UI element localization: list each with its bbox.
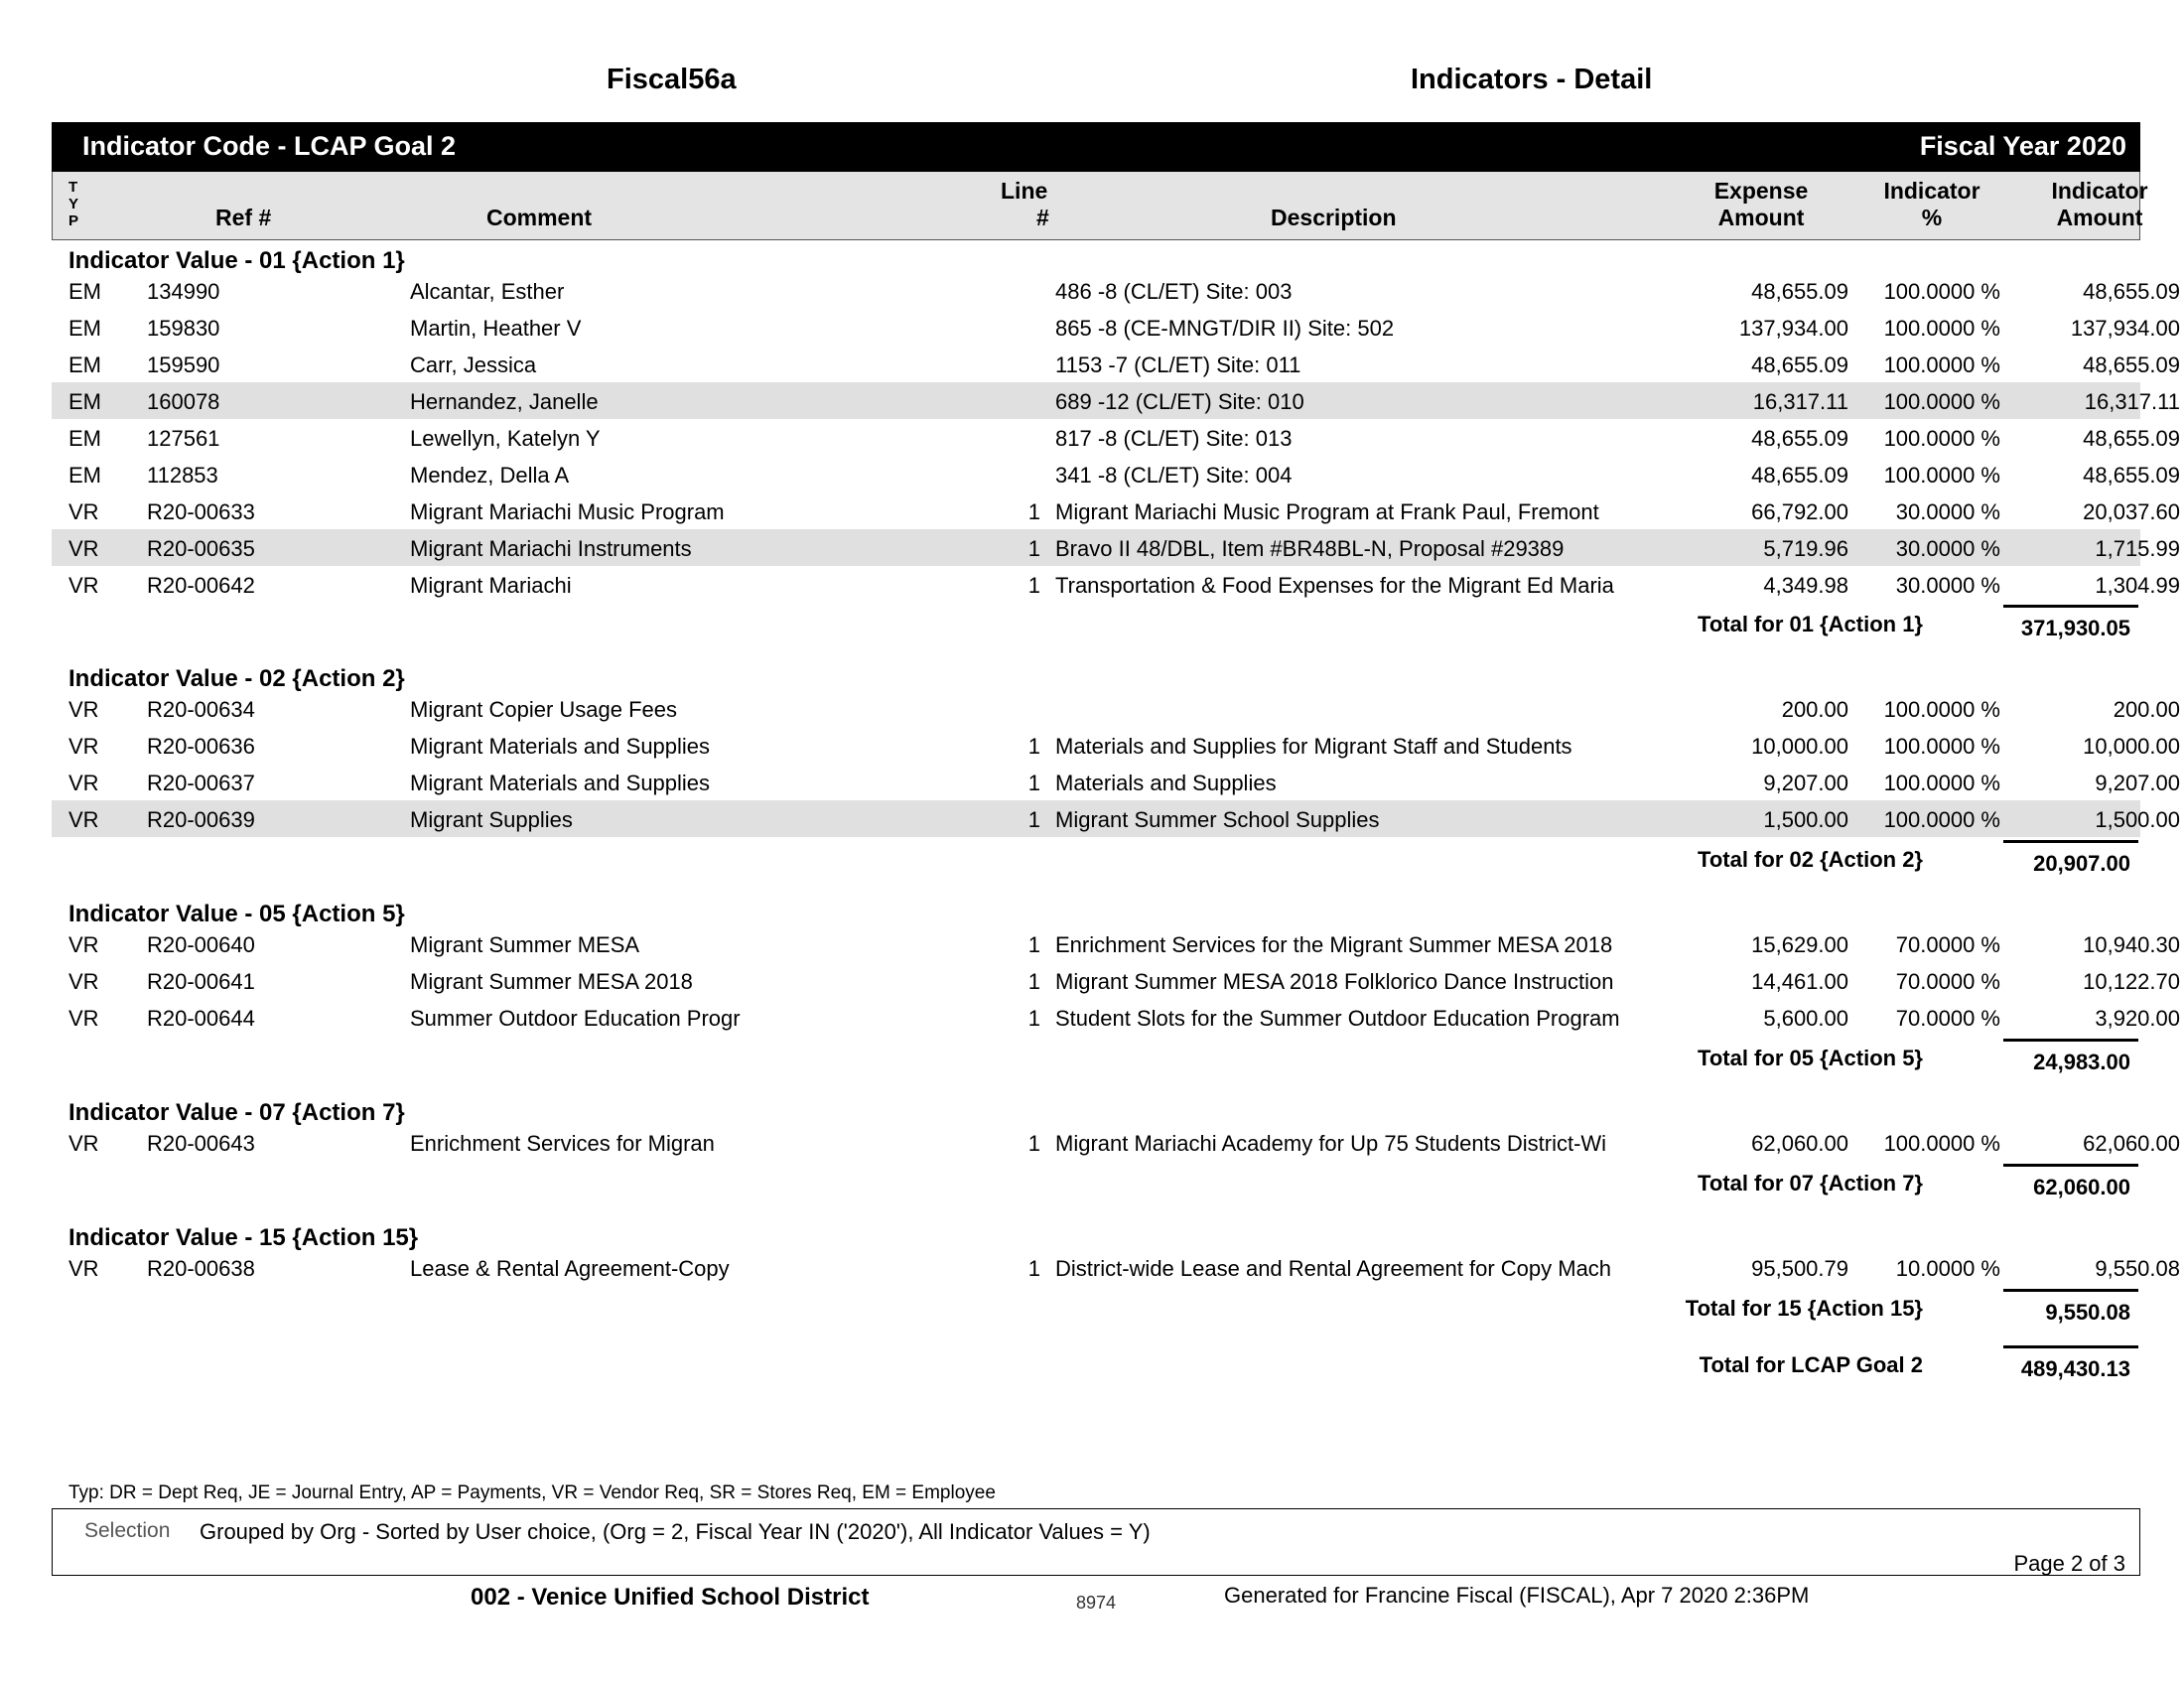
cell-pct: 100.0000 % bbox=[1883, 426, 2000, 451]
cell-pct: 100.0000 % bbox=[1883, 734, 2000, 759]
total-value: 24,983.00 bbox=[2033, 1050, 2130, 1074]
group-header: Indicator Value - 02 {Action 2} bbox=[68, 665, 405, 692]
cell-ref: R20-00643 bbox=[147, 1131, 255, 1156]
cell-comment: Alcantar, Esther bbox=[410, 279, 565, 304]
cell-ref: 160078 bbox=[147, 389, 220, 414]
cell-ref: R20-00644 bbox=[147, 1006, 255, 1031]
cell-line: 1 bbox=[1027, 807, 1040, 832]
cell-comment: Migrant Summer MESA bbox=[410, 932, 640, 957]
cell-amount: 20,037.60 bbox=[2083, 499, 2180, 524]
table-row bbox=[52, 382, 2180, 419]
column-header bbox=[52, 172, 2148, 240]
cell-line: 1 bbox=[1027, 1006, 1040, 1031]
col-ref: Ref # bbox=[215, 205, 272, 230]
cell-typ: EM bbox=[68, 316, 101, 341]
cell-amount: 10,122.70 bbox=[2083, 969, 2180, 994]
table-row bbox=[52, 309, 2180, 346]
cell-comment: Mendez, Della A bbox=[410, 463, 570, 488]
cell-typ: EM bbox=[68, 463, 101, 488]
cell-expense: 16,317.11 bbox=[1752, 389, 1848, 414]
cell-expense: 5,719.96 bbox=[1763, 536, 1848, 561]
cell-typ: EM bbox=[68, 389, 101, 414]
cell-line: 1 bbox=[1027, 499, 1040, 524]
cell-ref: 127561 bbox=[147, 426, 220, 451]
cell-comment: Migrant Materials and Supplies bbox=[410, 734, 711, 759]
selection-label: Selection bbox=[84, 1519, 171, 1542]
cell-comment: Migrant Summer MESA 2018 bbox=[410, 969, 693, 994]
grand-total-rule bbox=[2003, 1345, 2138, 1348]
cell-typ: VR bbox=[68, 1006, 99, 1031]
cell-comment: Migrant Materials and Supplies bbox=[410, 771, 711, 795]
cell-amount: 48,655.09 bbox=[2083, 352, 2180, 377]
cell-ref: R20-00641 bbox=[147, 969, 255, 994]
cell-amount: 62,060.00 bbox=[2083, 1131, 2180, 1156]
table-row bbox=[52, 346, 2180, 382]
cell-expense: 48,655.09 bbox=[1751, 279, 1848, 304]
cell-typ: VR bbox=[68, 734, 99, 759]
cell-typ: EM bbox=[68, 352, 101, 377]
col-typ-t: T bbox=[68, 179, 78, 196]
cell-amount: 200.00 bbox=[2113, 697, 2180, 722]
cell-comment: Migrant Supplies bbox=[410, 807, 573, 832]
cell-amount: 9,207.00 bbox=[2095, 771, 2180, 795]
col-pct: % bbox=[1921, 205, 1943, 230]
cell-expense: 62,060.00 bbox=[1751, 1131, 1848, 1156]
cell-expense: 9,207.00 bbox=[1763, 771, 1848, 795]
cell-typ: VR bbox=[68, 771, 99, 795]
col-expense-amount: Amount bbox=[1717, 205, 1805, 230]
cell-typ: VR bbox=[68, 573, 99, 598]
cell-pct: 100.0000 % bbox=[1883, 279, 2000, 304]
col-amount: Amount bbox=[2056, 205, 2143, 230]
cell-ref: R20-00636 bbox=[147, 734, 255, 759]
total-label: Total for 15 {Action 15} bbox=[1685, 1296, 1923, 1321]
cell-pct: 70.0000 % bbox=[1895, 969, 2000, 994]
cell-amount: 10,940.30 bbox=[2083, 932, 2180, 957]
cell-ref: R20-00639 bbox=[147, 807, 255, 832]
cell-expense: 48,655.09 bbox=[1751, 352, 1848, 377]
cell-pct: 30.0000 % bbox=[1895, 573, 2000, 598]
cell-typ: VR bbox=[68, 499, 99, 524]
cell-amount: 1,500.00 bbox=[2095, 807, 2180, 832]
cell-ref: R20-00635 bbox=[147, 536, 255, 561]
col-typ-y: Y bbox=[68, 196, 79, 212]
cell-description: District-wide Lease and Rental Agreement for Copy Mach bbox=[1055, 1256, 1612, 1281]
cell-comment: Lewellyn, Katelyn Y bbox=[410, 426, 601, 451]
cell-description: 486 -8 (CL/ET) Site: 003 bbox=[1055, 279, 1293, 304]
cell-ref: R20-00634 bbox=[147, 697, 255, 722]
cell-ref: 112853 bbox=[147, 463, 218, 488]
cell-pct: 100.0000 % bbox=[1883, 463, 2000, 488]
cell-description: 341 -8 (CL/ET) Site: 004 bbox=[1055, 463, 1293, 488]
cell-line: 1 bbox=[1027, 969, 1040, 994]
cell-amount: 48,655.09 bbox=[2083, 426, 2180, 451]
cell-expense: 14,461.00 bbox=[1751, 969, 1848, 994]
cell-comment: Carr, Jessica bbox=[410, 352, 537, 377]
page-number: Page 2 of 3 bbox=[2013, 1551, 2125, 1576]
document-number: 8974 bbox=[1076, 1593, 1117, 1613]
col-expense: Expense bbox=[1713, 178, 1809, 204]
cell-expense: 10,000.00 bbox=[1751, 734, 1848, 759]
cell-expense: 48,655.09 bbox=[1751, 426, 1848, 451]
cell-pct: 100.0000 % bbox=[1883, 697, 2000, 722]
cell-ref: R20-00642 bbox=[147, 573, 255, 598]
table-row bbox=[52, 999, 2180, 1036]
cell-comment: Migrant Copier Usage Fees bbox=[410, 697, 678, 722]
cell-pct: 100.0000 % bbox=[1883, 771, 2000, 795]
col-description: Description bbox=[1271, 205, 1397, 230]
cell-description: Transportation & Food Expenses for the Migrant Ed Maria bbox=[1055, 573, 1614, 598]
cell-pct: 30.0000 % bbox=[1895, 499, 2000, 524]
table-row bbox=[52, 764, 2180, 800]
cell-line: 1 bbox=[1027, 734, 1040, 759]
cell-line: 1 bbox=[1027, 573, 1040, 598]
total-rule bbox=[2003, 1164, 2138, 1167]
col-typ-p: P bbox=[68, 212, 79, 229]
cell-description: 1153 -7 (CL/ET) Site: 011 bbox=[1055, 352, 1301, 377]
total-rule bbox=[2003, 840, 2138, 843]
cell-description: Migrant Summer MESA 2018 Folklorico Dance Instruction bbox=[1055, 969, 1614, 994]
cell-pct: 70.0000 % bbox=[1895, 932, 2000, 957]
total-rule bbox=[2003, 1289, 2138, 1292]
cell-typ: VR bbox=[68, 807, 99, 832]
cell-ref: 159830 bbox=[147, 316, 220, 341]
cell-expense: 48,655.09 bbox=[1751, 463, 1848, 488]
cell-comment: Lease & Rental Agreement-Copy bbox=[410, 1256, 730, 1281]
cell-amount: 16,317.11 bbox=[2084, 389, 2180, 414]
total-label: Total for 07 {Action 7} bbox=[1698, 1171, 1923, 1196]
cell-expense: 137,934.00 bbox=[1738, 316, 1848, 341]
cell-description: Bravo II 48/DBL, Item #BR48BL-N, Proposal #29389 bbox=[1055, 536, 1565, 561]
table-row bbox=[52, 1124, 2180, 1161]
cell-ref: R20-00640 bbox=[147, 932, 255, 957]
table-row bbox=[52, 690, 2180, 727]
cell-pct: 100.0000 % bbox=[1883, 352, 2000, 377]
cell-comment: Migrant Mariachi Music Program bbox=[410, 499, 725, 524]
col-indicator-pct: Indicator bbox=[1883, 178, 1980, 204]
total-rule bbox=[2003, 605, 2138, 608]
cell-typ: VR bbox=[68, 969, 99, 994]
cell-description: Migrant Mariachi Music Program at Frank Paul, Fremont bbox=[1055, 499, 1599, 524]
table-row bbox=[52, 456, 2180, 492]
table-row bbox=[52, 925, 2180, 962]
group-header: Indicator Value - 05 {Action 5} bbox=[68, 901, 405, 927]
cell-comment: Hernandez, Janelle bbox=[410, 389, 599, 414]
report-name: Fiscal56a bbox=[607, 64, 737, 95]
cell-typ: VR bbox=[68, 1131, 99, 1156]
cell-typ: VR bbox=[68, 536, 99, 561]
total-label: Total for 01 {Action 1} bbox=[1698, 612, 1923, 636]
cell-comment: Summer Outdoor Education Progr bbox=[410, 1006, 741, 1031]
col-line-num: # bbox=[1036, 205, 1049, 230]
table-row bbox=[52, 566, 2180, 603]
cell-description: Materials and Supplies for Migrant Staff and Students bbox=[1055, 734, 1572, 759]
cell-amount: 3,920.00 bbox=[2095, 1006, 2180, 1031]
cell-description: 865 -8 (CE-MNGT/DIR II) Site: 502 bbox=[1055, 316, 1395, 341]
cell-pct: 100.0000 % bbox=[1883, 316, 2000, 341]
cell-expense: 4,349.98 bbox=[1763, 573, 1848, 598]
cell-pct: 100.0000 % bbox=[1883, 807, 2000, 832]
total-label: Total for 02 {Action 2} bbox=[1698, 847, 1923, 872]
cell-typ: EM bbox=[68, 426, 101, 451]
cell-pct: 30.0000 % bbox=[1895, 536, 2000, 561]
cell-expense: 5,600.00 bbox=[1763, 1006, 1848, 1031]
cell-amount: 1,715.99 bbox=[2095, 536, 2180, 561]
cell-description: Materials and Supplies bbox=[1055, 771, 1277, 795]
district-name: 002 - Venice Unified School District bbox=[471, 1584, 870, 1611]
cell-amount: 48,655.09 bbox=[2083, 463, 2180, 488]
cell-amount: 10,000.00 bbox=[2083, 734, 2180, 759]
cell-line: 1 bbox=[1027, 1131, 1040, 1156]
group-header: Indicator Value - 07 {Action 7} bbox=[68, 1099, 405, 1126]
cell-typ: VR bbox=[68, 1256, 99, 1281]
cell-description: Enrichment Services for the Migrant Summer MESA 2018 bbox=[1055, 932, 1613, 957]
cell-description: Migrant Mariachi Academy for Up 75 Students District-Wi bbox=[1055, 1131, 1607, 1156]
col-indicator-amount: Indicator bbox=[2051, 178, 2148, 204]
report-title: Indicators - Detail bbox=[1411, 64, 1653, 95]
grand-total-label: Total for LCAP Goal 2 bbox=[1699, 1352, 1923, 1377]
table-row bbox=[52, 962, 2180, 999]
total-rule bbox=[2003, 1039, 2138, 1042]
cell-line: 1 bbox=[1027, 536, 1040, 561]
cell-ref: 134990 bbox=[147, 279, 220, 304]
total-value: 9,550.08 bbox=[2045, 1300, 2130, 1325]
cell-amount: 9,550.08 bbox=[2095, 1256, 2180, 1281]
group-header: Indicator Value - 15 {Action 15} bbox=[68, 1224, 419, 1251]
selection-box bbox=[52, 1508, 2140, 1576]
cell-line: 1 bbox=[1027, 771, 1040, 795]
cell-pct: 10.0000 % bbox=[1895, 1256, 2000, 1281]
generated-info: Generated for Francine Fiscal (FISCAL), Apr 7 2020 2:36PM bbox=[1224, 1583, 1810, 1608]
cell-pct: 100.0000 % bbox=[1883, 389, 2000, 414]
cell-line: 1 bbox=[1027, 1256, 1040, 1281]
cell-typ: EM bbox=[68, 279, 101, 304]
cell-line: 1 bbox=[1027, 932, 1040, 957]
cell-amount: 137,934.00 bbox=[2070, 316, 2180, 341]
cell-ref: R20-00637 bbox=[147, 771, 255, 795]
grand-total-value: 489,430.13 bbox=[2020, 1356, 2130, 1381]
cell-comment: Migrant Mariachi bbox=[410, 573, 572, 598]
total-value: 20,907.00 bbox=[2033, 851, 2130, 876]
group-header: Indicator Value - 01 {Action 1} bbox=[68, 247, 405, 274]
total-value: 371,930.05 bbox=[2020, 616, 2130, 640]
table-row bbox=[52, 1249, 2180, 1286]
cell-description: 689 -12 (CL/ET) Site: 010 bbox=[1055, 389, 1304, 414]
cell-expense: 200.00 bbox=[1781, 697, 1848, 722]
selection-text: Grouped by Org - Sorted by User choice, (Org = 2, Fiscal Year IN ('2020'), All Indicator Values = Y) bbox=[200, 1519, 1151, 1544]
table-row bbox=[52, 419, 2180, 456]
col-comment: Comment bbox=[486, 205, 593, 230]
indicator-code-band bbox=[52, 122, 2140, 172]
table-row bbox=[52, 272, 2180, 309]
cell-expense: 15,629.00 bbox=[1751, 932, 1848, 957]
cell-typ: VR bbox=[68, 697, 99, 722]
total-value: 62,060.00 bbox=[2033, 1175, 2130, 1199]
table-row bbox=[52, 492, 2180, 529]
cell-description: 817 -8 (CL/ET) Site: 013 bbox=[1055, 426, 1293, 451]
cell-pct: 100.0000 % bbox=[1883, 1131, 2000, 1156]
cell-pct: 70.0000 % bbox=[1895, 1006, 2000, 1031]
fiscal-year: Fiscal Year 2020 bbox=[1919, 131, 2126, 161]
cell-typ: VR bbox=[68, 932, 99, 957]
cell-ref: 159590 bbox=[147, 352, 220, 377]
total-label: Total for 05 {Action 5} bbox=[1698, 1046, 1923, 1070]
cell-expense: 1,500.00 bbox=[1763, 807, 1848, 832]
table-row bbox=[52, 727, 2180, 764]
cell-comment: Enrichment Services for Migran bbox=[410, 1131, 715, 1156]
table-row bbox=[52, 529, 2180, 566]
cell-ref: R20-00638 bbox=[147, 1256, 255, 1281]
cell-ref: R20-00633 bbox=[147, 499, 255, 524]
col-line: Line bbox=[1001, 178, 1048, 204]
cell-amount: 1,304.99 bbox=[2095, 573, 2180, 598]
cell-description: Student Slots for the Summer Outdoor Education Program bbox=[1055, 1006, 1620, 1031]
table-row bbox=[52, 800, 2180, 837]
cell-expense: 95,500.79 bbox=[1751, 1256, 1848, 1281]
cell-expense: 66,792.00 bbox=[1751, 499, 1848, 524]
cell-comment: Martin, Heather V bbox=[410, 316, 582, 341]
cell-amount: 48,655.09 bbox=[2083, 279, 2180, 304]
cell-description: Migrant Summer School Supplies bbox=[1055, 807, 1380, 832]
cell-comment: Migrant Mariachi Instruments bbox=[410, 536, 692, 561]
indicator-code: Indicator Code - LCAP Goal 2 bbox=[82, 131, 457, 161]
typ-legend: Typ: DR = Dept Req, JE = Journal Entry, AP = Payments, VR = Vendor Req, SR = Stores Req, EM = Employee bbox=[68, 1482, 996, 1503]
